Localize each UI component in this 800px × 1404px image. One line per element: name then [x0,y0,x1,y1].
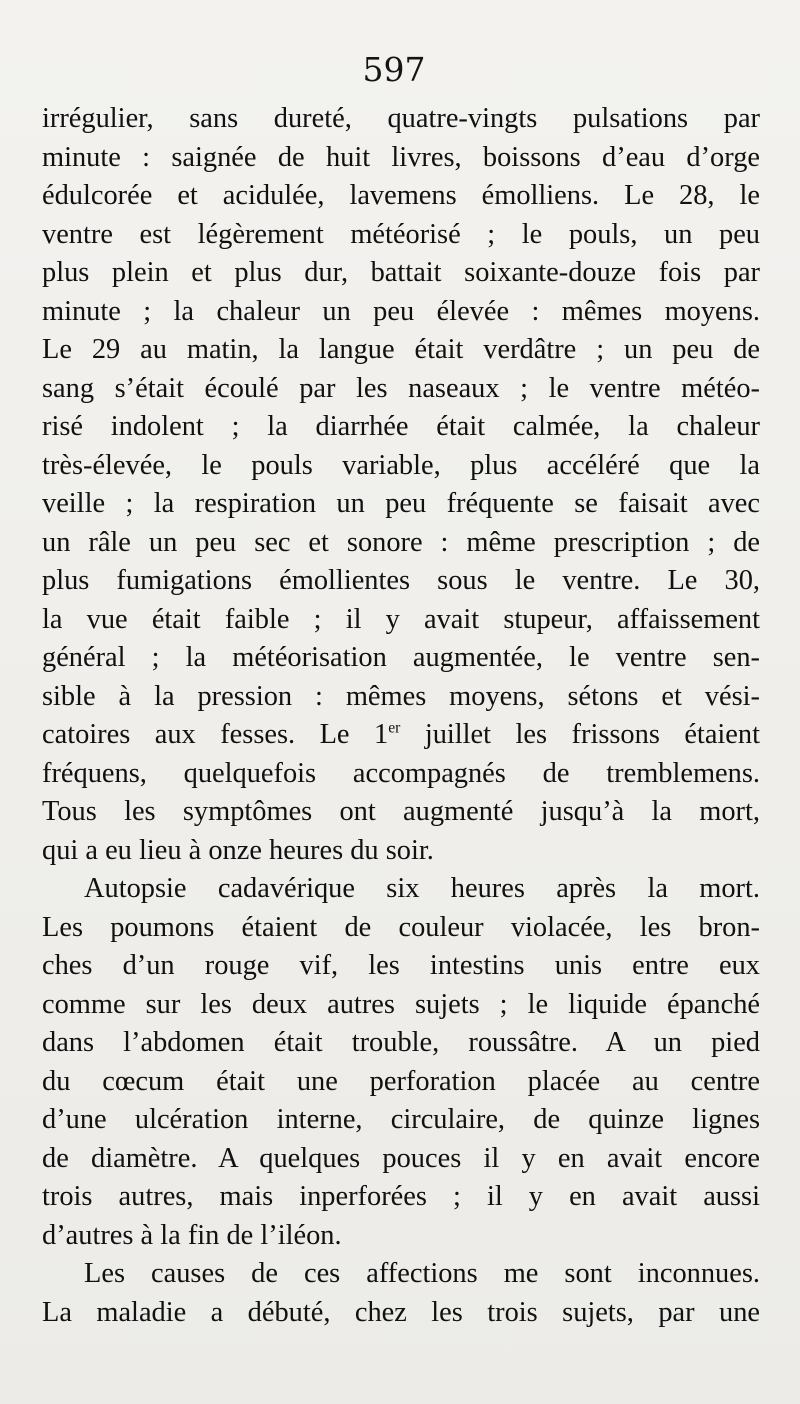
text-line: du cœcum était une perforation placée au centre [42,1065,760,1097]
text-line: plus plein et plus dur, battait soixante-douze fois par [42,257,760,288]
text-line: Autopsie cadavérique six heures après la mort. [84,873,760,904]
text-line: Les causes de ces affections me sont inconnues. [84,1258,760,1289]
text-line: veille ; la respiration un peu fréquente se faisait avec [42,488,760,519]
text-line: Tous les symptômes ont augmenté jusqu’à la mort, [42,796,760,827]
text-line: de diamètre. A quelques pouces il y en avait encore [42,1142,760,1174]
text-line: comme sur les deux autres sujets ; le liquide épanché [42,988,760,1020]
paragraph-2 [42,870,760,1255]
text-fragment: catoires aux fesses. Le 1 [42,719,389,750]
paragraph-1 [42,100,760,870]
text-line: sang s’était écoulé par les naseaux ; le ventre météo- [42,372,760,404]
text-line: plus fumigations émollientes sous le ventre. Le 30, [42,565,760,596]
text-line: trois autres, mais inperforées ; il y en avait aussi [42,1181,760,1212]
page-number: 597 [362,50,426,89]
page-body [42,100,760,1332]
text-line: ches d’un rouge vif, les intestins unis entre eux [42,950,760,981]
text-line: d’une ulcération interne, circulaire, de quinze lignes [42,1104,760,1135]
text-line: La maladie a débuté, chez les trois sujets, par une [42,1296,760,1328]
text-line: d’autres à la fin de l’iléon. [42,1219,342,1251]
text-line: irrégulier, sans dureté, quatre-vingts pulsations par [42,103,760,134]
text-line: minute ; la chaleur un peu élevée : mêmes moyens. [42,295,760,327]
text-line: risé indolent ; la diarrhée était calmée, la chaleur [42,411,760,442]
text-line: minute : saignée de huit livres, boissons d’eau d’orge [42,141,760,173]
text-line: qui a eu lieu à onze heures du soir. [42,834,434,866]
text-line: édulcorée et acidulée, lavemens émolliens. Le 28, le [42,180,760,211]
text-line: Le 29 au matin, la langue était verdâtre ; un peu de [42,334,760,365]
text-line: Les poumons étaient de couleur violacée, les bron- [42,911,760,943]
text-line: sible à la pression : mêmes moyens, sétons et vési- [42,680,760,712]
paragraph-3 [42,1255,760,1332]
text-line: général ; la météorisation augmentée, le ventre sen- [42,642,760,673]
text-line: la vue était faible ; il y avait stupeur, affaissement [42,603,760,635]
text-fragment: juillet les frissons étaient [400,719,760,750]
text-line: ventre est légèrement météorisé ; le pouls, un peu [42,218,760,250]
text-line: dans l’abdomen était trouble, roussâtre. A un pied [42,1027,760,1058]
text-line-with-superscript [42,716,760,755]
text-line: très-élevée, le pouls variable, plus accéléré que la [42,449,760,481]
ordinal-superscript: er [388,719,401,737]
text-line: fréquens, quelquefois accompagnés de tremblemens. [42,757,760,789]
text-line: un râle un peu sec et sonore : même prescription ; de [42,526,760,558]
